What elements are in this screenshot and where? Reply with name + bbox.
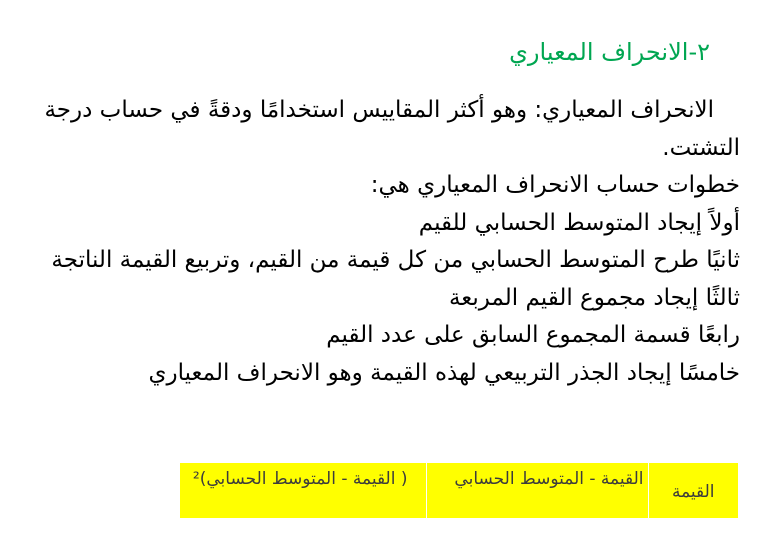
- section-body: [40, 92, 740, 392]
- step-item-4: رابعًا قسمة المجموع السابق على عدد القيم: [326, 322, 740, 348]
- values-table: [180, 463, 738, 518]
- step-item-5: خامسًا إيجاد الجذر التربيعي لهذه القيمة وهو الانحراف المعياري: [148, 359, 740, 386]
- table-header-row: [180, 463, 738, 518]
- step-item-2: ثانيًا طرح المتوسط الحسابي من كل قيمة من القيم، وتربيع القيمة الناتجة: [51, 247, 740, 273]
- steps-title: خطوات حساب الانحراف المعياري هي:: [370, 172, 740, 198]
- header-squared-deviation: ( القيمة - المتوسط الحسابي)²: [192, 469, 408, 489]
- step-item-1: أولاً إيجاد المتوسط الحسابي للقيم: [418, 209, 740, 236]
- definition-paragraph: الانحراف المعياري: وهو أكثر المقاييس استخدامًا ودقةً في حساب درجة التشتت.: [44, 97, 740, 161]
- section-heading: ٢-الانحراف المعياري: [509, 38, 710, 66]
- step-item-3: ثالثًا إيجاد مجموع القيم المربعة: [448, 284, 740, 311]
- header-value: القيمة: [648, 463, 738, 518]
- header-deviation: القيمة - المتوسط الحسابي: [426, 463, 648, 518]
